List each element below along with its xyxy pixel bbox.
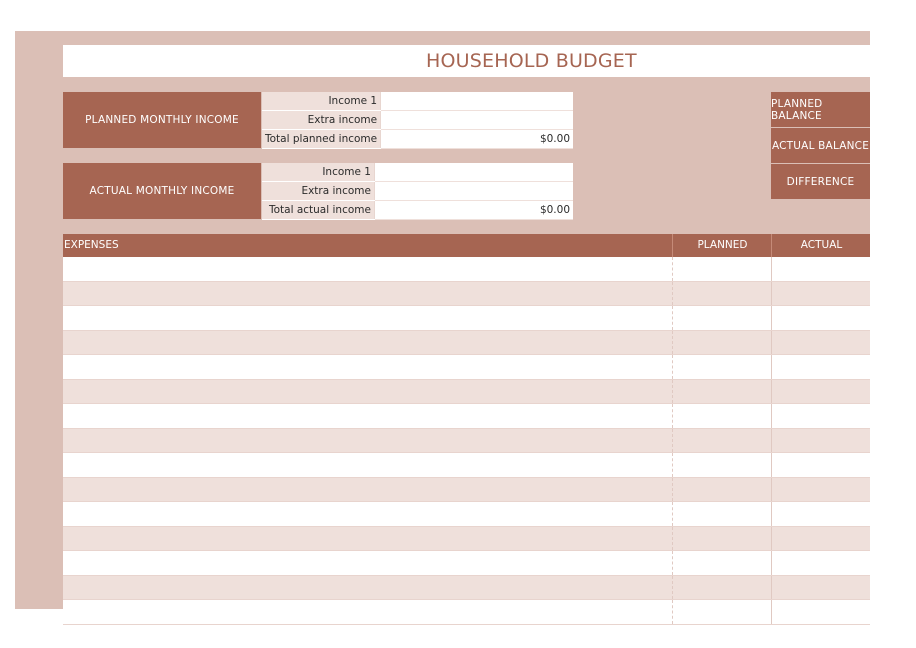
expense-actual-cell[interactable]: [771, 404, 870, 428]
expense-planned-cell[interactable]: [672, 380, 771, 404]
expense-actual-cell[interactable]: [771, 453, 870, 477]
expense-actual-cell[interactable]: [771, 331, 870, 355]
expense-row: [63, 380, 870, 405]
actual-income-row: [262, 201, 573, 220]
expense-name-cell[interactable]: [63, 429, 672, 453]
planned-income-1-label: Income 1: [262, 92, 381, 111]
planned-income-row: [262, 130, 573, 149]
expense-name-cell[interactable]: [63, 478, 672, 502]
expense-name-cell[interactable]: [63, 502, 672, 526]
expense-planned-cell[interactable]: [672, 429, 771, 453]
actual-monthly-income-label: ACTUAL MONTHLY INCOME: [63, 163, 261, 219]
expense-row: [63, 331, 870, 356]
actual-income-1-label: Income 1: [262, 163, 374, 182]
expense-planned-cell[interactable]: [672, 355, 771, 379]
actual-extra-income-label: Extra income: [262, 182, 374, 201]
expense-name-cell[interactable]: [63, 355, 672, 379]
expense-planned-cell[interactable]: [672, 502, 771, 526]
total-actual-income-value[interactable]: $0.00: [374, 201, 573, 220]
actual-income-row: [262, 163, 573, 182]
expense-actual-cell[interactable]: [771, 380, 870, 404]
planned-income-table: [262, 92, 573, 149]
title-bar: [63, 45, 870, 77]
expenses-table-body: [63, 257, 870, 625]
expense-actual-cell[interactable]: [771, 478, 870, 502]
expense-name-cell[interactable]: [63, 380, 672, 404]
expense-planned-cell[interactable]: [672, 306, 771, 330]
actual-income-1-input[interactable]: [374, 163, 573, 182]
expense-name-cell[interactable]: [63, 257, 672, 281]
actual-income-table: [262, 163, 573, 220]
expense-actual-cell[interactable]: [771, 306, 870, 330]
difference-label: DIFFERENCE: [771, 164, 870, 200]
total-planned-income-value[interactable]: $0.00: [381, 130, 573, 149]
expense-name-cell[interactable]: [63, 306, 672, 330]
planned-income-row: [262, 111, 573, 130]
expense-row: [63, 404, 870, 429]
expense-name-cell[interactable]: [63, 453, 672, 477]
expense-name-cell[interactable]: [63, 527, 672, 551]
expense-actual-cell[interactable]: [771, 502, 870, 526]
expense-planned-cell[interactable]: [672, 257, 771, 281]
expense-actual-cell[interactable]: [771, 600, 870, 624]
expense-planned-cell[interactable]: [672, 551, 771, 575]
expense-planned-cell[interactable]: [672, 527, 771, 551]
expense-actual-cell[interactable]: [771, 429, 870, 453]
total-actual-income-label: Total actual income: [262, 201, 374, 220]
expense-row: [63, 306, 870, 331]
planned-column-header: PLANNED: [672, 234, 772, 257]
expense-row: [63, 600, 870, 625]
expenses-column-header: EXPENSES: [64, 239, 119, 251]
expense-actual-cell[interactable]: [771, 355, 870, 379]
expense-name-cell[interactable]: [63, 282, 672, 306]
expense-name-cell[interactable]: [63, 551, 672, 575]
expense-row: [63, 551, 870, 576]
expense-row: [63, 453, 870, 478]
expenses-header: [63, 234, 870, 257]
planned-extra-income-label: Extra income: [262, 111, 381, 130]
expense-actual-cell[interactable]: [771, 282, 870, 306]
expense-row: [63, 502, 870, 527]
planned-balance-label: PLANNED BALANCE: [771, 92, 870, 128]
planned-monthly-income-label: PLANNED MONTHLY INCOME: [63, 92, 261, 148]
expense-row: [63, 527, 870, 552]
actual-income-row: [262, 182, 573, 201]
actual-balance-label: ACTUAL BALANCE: [771, 128, 870, 164]
expense-planned-cell[interactable]: [672, 453, 771, 477]
total-planned-income-label: Total planned income: [262, 130, 381, 149]
expense-planned-cell[interactable]: [672, 404, 771, 428]
expense-actual-cell[interactable]: [771, 551, 870, 575]
expense-row: [63, 478, 870, 503]
expense-name-cell[interactable]: [63, 331, 672, 355]
actual-extra-income-input[interactable]: [374, 182, 573, 201]
expense-name-cell[interactable]: [63, 576, 672, 600]
expense-row: [63, 429, 870, 454]
planned-income-1-input[interactable]: [381, 92, 573, 111]
expense-row: [63, 282, 870, 307]
actual-column-header: ACTUAL: [771, 234, 871, 257]
expense-planned-cell[interactable]: [672, 331, 771, 355]
planned-extra-income-input[interactable]: [381, 111, 573, 130]
expense-planned-cell[interactable]: [672, 600, 771, 624]
expense-actual-cell[interactable]: [771, 257, 870, 281]
expense-actual-cell[interactable]: [771, 527, 870, 551]
expense-row: [63, 355, 870, 380]
expense-row: [63, 257, 870, 282]
expense-planned-cell[interactable]: [672, 478, 771, 502]
expense-name-cell[interactable]: [63, 404, 672, 428]
page-title: HOUSEHOLD BUDGET: [426, 50, 637, 72]
expense-actual-cell[interactable]: [771, 576, 870, 600]
expense-planned-cell[interactable]: [672, 576, 771, 600]
planned-income-row: [262, 92, 573, 111]
expense-planned-cell[interactable]: [672, 282, 771, 306]
expense-name-cell[interactable]: [63, 600, 672, 624]
expense-row: [63, 576, 870, 601]
